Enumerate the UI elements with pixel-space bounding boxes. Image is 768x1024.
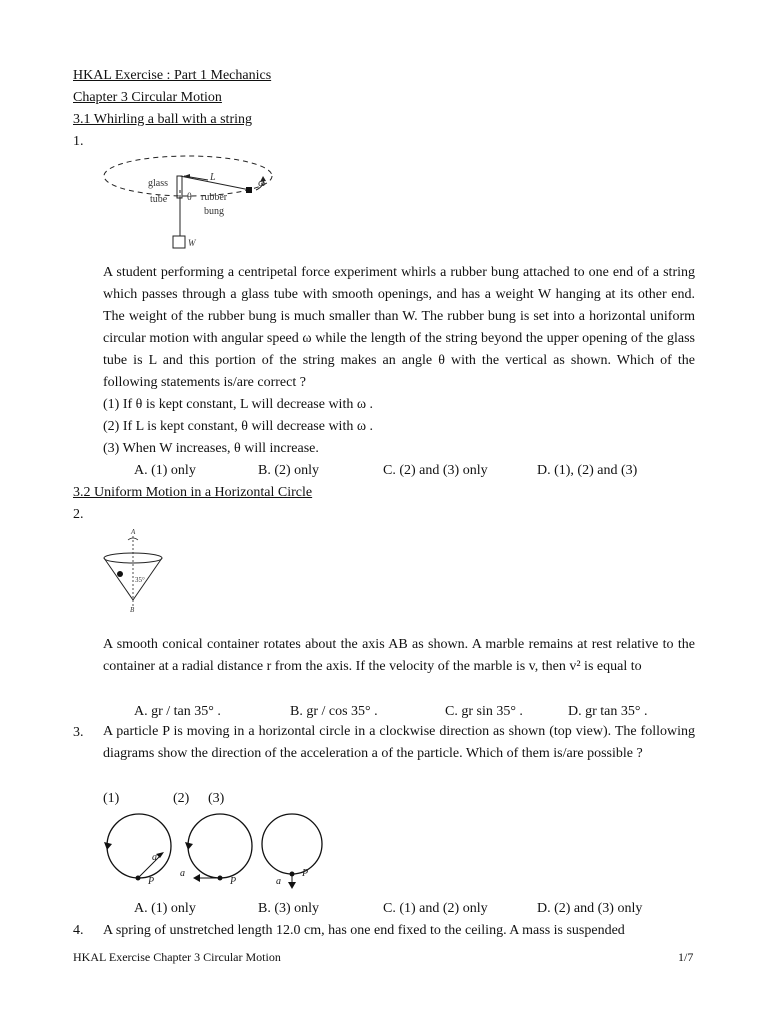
question-1-number: 1. [73,134,84,149]
q3-label-2: (2) [173,791,190,806]
q3-option-b: B. (3) only [258,901,320,916]
document-title: HKAL Exercise : Part 1 Mechanics [73,68,272,83]
q1-statement-2: (2) If L is kept constant, θ will decrease with ω . [103,419,374,434]
section-heading-3-1: 3.1 Whirling a ball with a string [73,112,252,127]
q2-option-c: C. gr sin 35° . [445,704,523,719]
footer-left: HKAL Exercise Chapter 3 Circular Motion [73,950,281,964]
fig-label-W: W [188,238,196,248]
fig-label-tube: tube [150,194,168,205]
fig-label-L: L [210,172,216,183]
q3-fig1-label-a: a [152,852,157,863]
fig-label-theta: θ [187,192,192,203]
question-4-text: A spring of unstretched length 12.0 cm, has one end fixed to the ceiling. A mass is suspended [103,923,625,938]
chapter-heading: Chapter 3 Circular Motion [73,90,222,105]
q2-option-a: A. gr / tan 35° . [134,704,221,719]
q1-option-b: B. (2) only [258,463,320,478]
section-heading-3-2: 3.2 Uniform Motion in a Horizontal Circle [73,485,313,500]
q1-statement-3: (3) When W increases, θ will increase. [103,441,319,456]
fig-label-glass: glass [148,178,168,189]
q3-option-c: C. (1) and (2) only [383,901,488,916]
q3-fig3-label-a: a [276,876,281,887]
q3-fig3-label-P: P [302,868,309,879]
q3-fig2-label-a: a [180,868,185,879]
fig-label-A: A [131,528,136,536]
fig-label-omega: ω [258,177,266,189]
q1-figure [100,150,280,252]
q2-option-d: D. gr tan 35° . [568,704,648,719]
q1-statement-1: (1) If θ is kept constant, L will decrease with ω . [103,397,374,412]
question-4-number: 4. [73,923,84,938]
q1-option-d: D. (1), (2) and (3) [537,463,638,478]
q2-option-b: B. gr / cos 35° . [290,704,378,719]
q3-figures [98,810,338,890]
q3-fig2-label-P: P [230,876,237,887]
question-1-text: A student performing a centripetal force experiment whirls a rubber bung attached to one end of a string which passes through a glass tube with smooth openings, and has a weight W hanging at its other end. The weight of the rubber bung is much smaller than W. The rubber bung is set into a horizontal uniform circular motion with angular speed ω while the length of the string beyond the upper opening of the glass tube is L and this portion of the string makes an angle θ with the vertical as shown. Which of the following statements is/are correct ? [103,265,695,390]
fig-label-rubber: rubber [201,192,228,203]
question-3-number: 3. [73,725,84,740]
q3-label-1: (1) [103,791,120,806]
q3-fig1-label-P: P [148,876,155,887]
q2-figure [98,526,168,616]
q1-option-a: A. (1) only [134,463,196,478]
question-2-number: 2. [73,507,84,522]
question-2-text: A smooth conical container rotates about the axis AB as shown. A marble remains at rest relative to the container at a radial distance r from the axis. If the velocity of the marble is v, then v² is equal to [103,637,695,674]
footer-page-number: 1/7 [678,950,694,964]
fig-label-B: B [130,606,135,614]
q3-option-a: A. (1) only [134,901,196,916]
fig-label-35deg: 35° [135,576,145,584]
q3-label-3: (3) [208,791,225,806]
fig-label-bung: bung [204,206,224,217]
question-3-text: A particle P is moving in a horizontal circle in a clockwise direction as shown (top view). The following diagrams show the direction of the acceleration a of the particle. Which of them is/are possible ? [103,724,695,761]
q3-option-d: D. (2) and (3) only [537,901,643,916]
q1-option-c: C. (2) and (3) only [383,463,488,478]
